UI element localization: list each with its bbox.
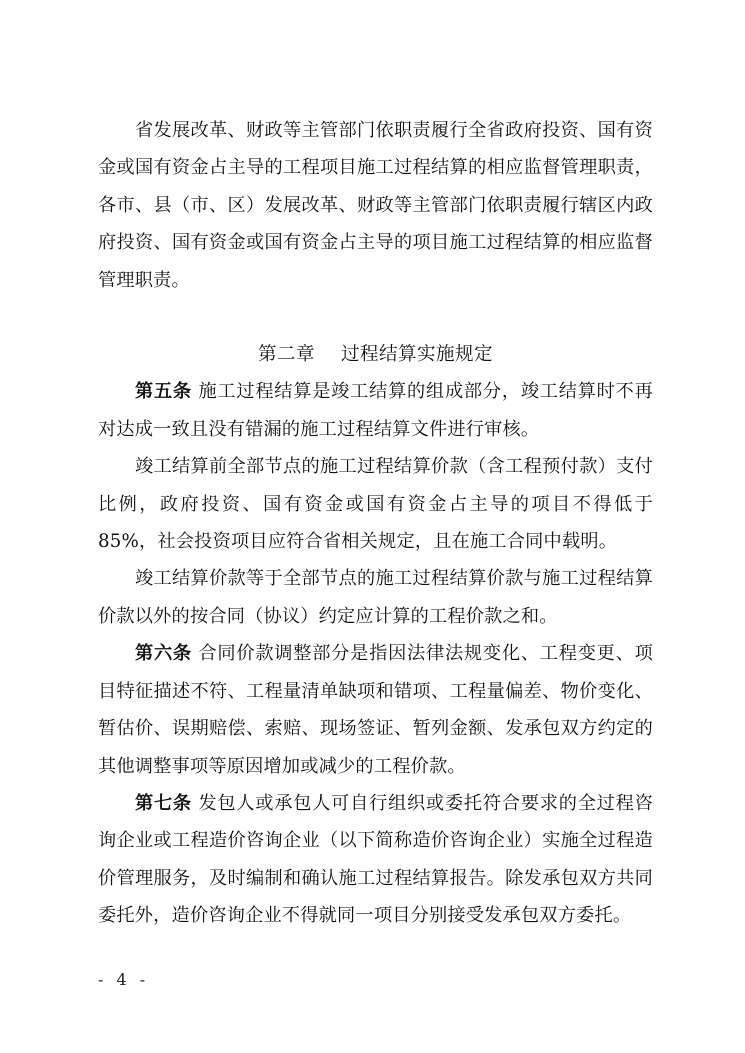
page-number: - 4 - <box>98 970 150 989</box>
article-6-text: 合同价款调整部分是指因法律法规变化、工程变更、项目特征描述不符、工程量清单缺项和错项、工程量偏差、物价变化、暂估价、误期赔偿、索赔、现场签证、暂列金额、发承包双方约定的其他调整事项等原因增加或减少的工程价款。 <box>98 643 653 777</box>
article-5-text: 施工过程结算是竣工结算的组成部分，竣工结算时不再对达成一致且没有错漏的施工过程结算文件进行审核。 <box>98 381 653 440</box>
paragraph-payment-ratio: 竣工结算前全部节点的施工过程结算价款（含工程预付款）支付比例，政府投资、国有资金或国有资金占主导的项目不得低于 85%，社会投资项目应符合省相关规定，且在施工合同中载明。 <box>98 456 653 553</box>
paragraph-supervision-duties: 省发展改革、财政等主管部门依职责履行全省政府投资、国有资金或国有资金占主导的工程项目施工过程结算的相应监督管理职责，各市、县（市、区）发展改革、财政等主管部门依职责履行辖区内政府投资、国有资金或国有资金占主导的项目施工过程结算的相应监督管理职责。 <box>98 120 653 291</box>
chapter-heading <box>98 336 653 373</box>
article-7-text: 发包人或承包人可自行组织或委托符合要求的全过程咨询企业或工程造价咨询企业（以下简称造价咨询企业）实施全过程造价管理服务，及时编制和确认施工过程结算报告。除发承包双方共同委托外，造价咨询企业不得就同一项目分别接受发承包双方委托。 <box>98 792 653 927</box>
article-5 <box>98 373 653 448</box>
document-body <box>98 112 653 935</box>
article-6-label: 第六条 <box>135 643 192 665</box>
chapter-title: 过程结算实施规定 <box>341 344 494 366</box>
paragraph-final-settlement-price: 竣工结算价款等于全部节点的施工过程结算价款与施工过程结算价款以外的按合同（协议）约定应计算的工程价款之和。 <box>98 568 653 627</box>
article-5-label: 第五条 <box>135 381 192 403</box>
article-7 <box>98 785 653 935</box>
article-7-label: 第七条 <box>135 792 192 814</box>
chapter-number: 第二章 <box>257 344 315 366</box>
article-6 <box>98 635 653 785</box>
